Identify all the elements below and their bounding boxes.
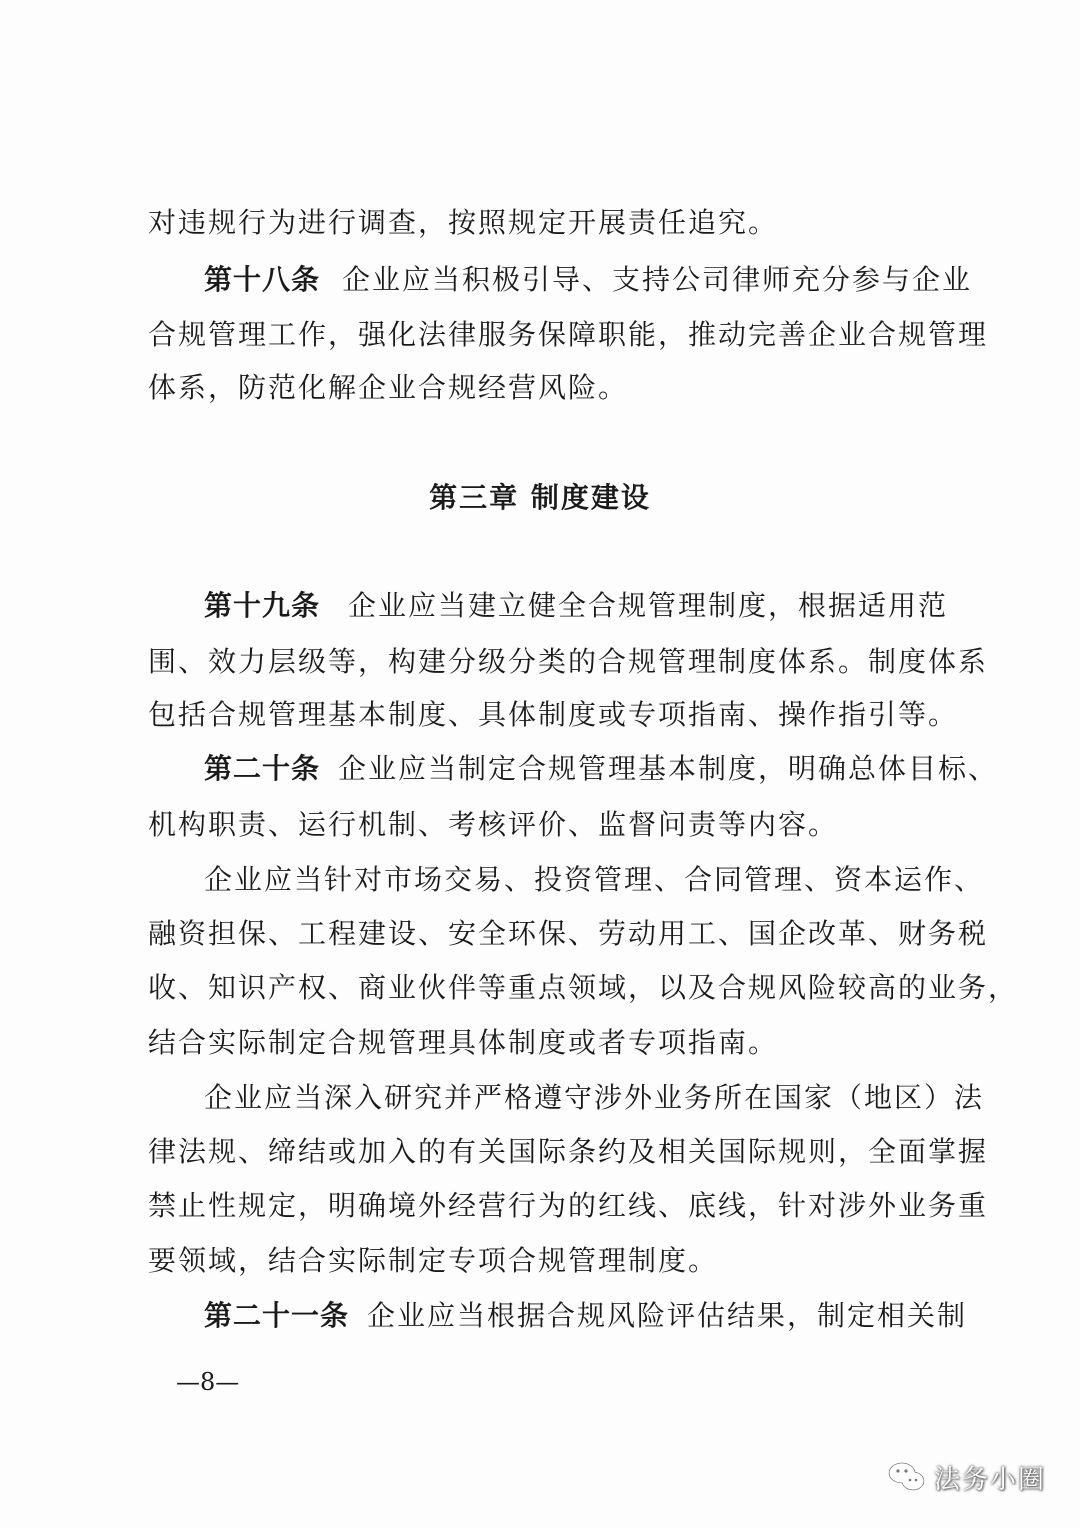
paragraph-line — [148, 1241, 948, 1281]
paragraph-line — [148, 968, 1019, 1008]
paragraph-line — [204, 860, 985, 900]
paragraph-line — [148, 315, 989, 355]
line-text: 融资担保、工程建设、安全环保、劳动用工、国企改革、财务税 — [148, 917, 989, 950]
article-number: 第二十条 — [204, 752, 321, 785]
wechat-icon — [888, 1461, 926, 1493]
paragraph-line — [148, 914, 989, 954]
article-number: 第十八条 — [204, 263, 321, 296]
line-text: 包括合规管理基本制度、具体制度或专项指南、操作指引等。 — [148, 698, 959, 731]
chapter-title: 第三章 制度建设 — [429, 481, 651, 514]
paragraph-line — [148, 642, 989, 682]
line-text: 企业应当针对市场交易、投资管理、合同管理、资本运作、 — [204, 863, 985, 896]
article-line — [204, 1296, 968, 1336]
line-text: 收、知识产权、商业伙伴等重点领域，以及合规风险较高的业务， — [148, 971, 1019, 1004]
paragraph-line — [148, 1186, 989, 1226]
paragraph-line — [148, 1132, 989, 1172]
paragraph-line — [204, 1078, 985, 1118]
line-text: 企业应当积极引导、支持公司律师充分参与企业 — [342, 263, 973, 296]
line-text: 围、效力层级等，构建分级分类的合规管理制度体系。制度体系 — [148, 645, 989, 678]
line-text: 企业应当制定合规管理基本制度，明确总体目标、 — [338, 752, 999, 785]
line-text: 合规管理工作，强化法律服务保障职能，推动完善企业合规管理 — [148, 318, 989, 351]
paragraph-line — [148, 805, 948, 845]
watermark-text: 法务小圈 — [934, 1464, 1047, 1495]
line-text: 对违规行为进行调查，按照规定开展责任追究。 — [148, 206, 779, 239]
paragraph-line — [148, 695, 959, 735]
article-number: 第二十一条 — [204, 1299, 350, 1332]
article-line — [204, 260, 973, 300]
line-text: 结合实际制定合规管理具体制度或者专项指南。 — [148, 1026, 779, 1059]
watermark — [888, 1457, 1046, 1497]
paragraph-line — [148, 203, 948, 243]
paragraph-line — [148, 1023, 948, 1063]
line-text: 企业应当深入研究并严格遵守涉外业务所在国家（地区）法 — [204, 1081, 985, 1114]
line-text: 体系，防范化解企业合规经营风险。 — [148, 371, 629, 404]
page-number: —8— — [176, 1368, 240, 1396]
line-text: 企业应当根据合规风险评估结果，制定相关制 — [367, 1299, 968, 1332]
line-text: 禁止性规定，明确境外经营行为的红线、底线，针对涉外业务重 — [148, 1189, 989, 1222]
line-text: 机构职责、运行机制、考核评价、监督问责等内容。 — [148, 808, 839, 841]
article-line — [204, 749, 999, 789]
article-line — [204, 586, 948, 626]
line-text: 企业应当建立健全合规管理制度，根据适用范 — [348, 589, 949, 622]
line-text: 要领域，结合实际制定专项合规管理制度。 — [148, 1244, 719, 1277]
line-text: 律法规、缔结或加入的有关国际条约及相关国际规则，全面掌握 — [148, 1135, 989, 1168]
article-number: 第十九条 — [204, 589, 321, 622]
paragraph-line — [148, 368, 948, 408]
